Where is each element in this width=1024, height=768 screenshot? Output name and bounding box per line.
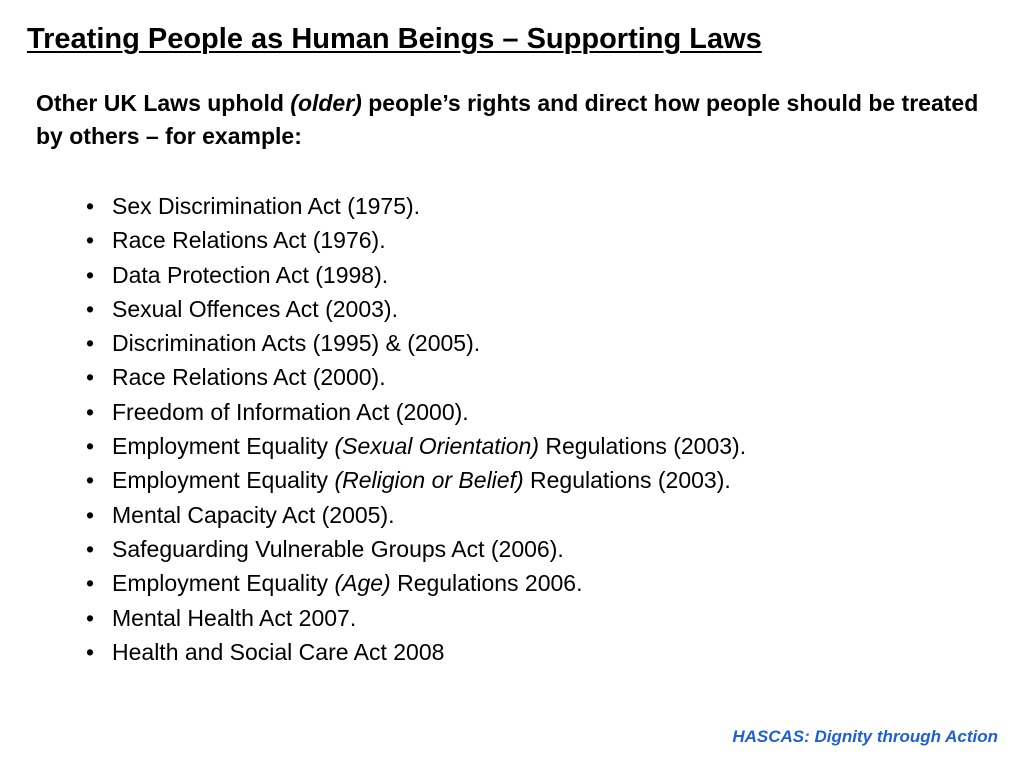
law-list-item (86, 601, 746, 635)
bullet-icon: • (86, 570, 95, 597)
law-list-item (86, 258, 746, 292)
law-text: Mental Health Act 2007. (112, 604, 357, 631)
law-text: Freedom of Information Act (2000). (112, 398, 469, 425)
law-list-item (86, 429, 746, 463)
law-text-suffix: Regulations (2003). (538, 433, 747, 460)
bullet-icon: • (86, 295, 95, 322)
bullet-icon: • (86, 501, 95, 528)
bullet-icon: • (86, 433, 95, 460)
laws-list (86, 189, 746, 669)
law-list-item (86, 189, 746, 223)
law-list-item (86, 326, 746, 360)
law-text: Health and Social Care Act 2008 (112, 638, 445, 665)
law-text: Employment Equality (112, 570, 335, 597)
bullet-icon: • (86, 638, 95, 665)
bullet-icon: • (86, 261, 95, 288)
law-text: Race Relations Act (1976). (112, 227, 386, 254)
law-text: Discrimination Acts (1995) & (2005). (112, 330, 481, 357)
footer-tagline: HASCAS: Dignity through Action (732, 727, 998, 746)
law-list-item (86, 223, 746, 257)
law-text: Safeguarding Vulnerable Groups Act (2006). (112, 535, 564, 562)
law-list-item (86, 498, 746, 532)
slide-title: Treating People as Human Beings – Supporting Laws (27, 23, 762, 55)
law-list-item (86, 395, 746, 429)
bullet-icon: • (86, 330, 95, 357)
bullet-icon: • (86, 467, 95, 494)
bullet-icon: • (86, 535, 95, 562)
law-text: Sexual Offences Act (2003). (112, 295, 398, 322)
law-text-italic: (Sexual Orientation) (334, 433, 539, 460)
law-text: Sex Discrimination Act (1975). (112, 193, 421, 219)
bullet-icon: • (86, 364, 95, 391)
law-list-item (86, 463, 746, 497)
law-text: Data Protection Act (1998). (112, 261, 389, 288)
intro-text-end: people’s rights and direct how people should be treated by others – for example: (36, 90, 979, 149)
law-text: Mental Capacity Act (2005). (112, 501, 395, 528)
law-text: Race Relations Act (2000). (112, 364, 386, 391)
law-list-item (86, 292, 746, 326)
law-list-item (86, 360, 746, 394)
intro-text-start: Other UK Laws uphold (36, 90, 291, 116)
bullet-icon: • (86, 227, 95, 254)
intro-text-italic: (older) (290, 90, 362, 116)
bullet-icon: • (86, 604, 95, 631)
law-list-item (86, 635, 746, 669)
bullet-icon: • (86, 398, 95, 425)
law-text-suffix: Regulations 2006. (390, 570, 583, 597)
law-text-italic: (Religion or Belief) (334, 467, 524, 494)
law-list-item (86, 566, 746, 600)
intro-paragraph (36, 87, 986, 153)
law-list-item (86, 532, 746, 566)
law-text-suffix: Regulations (2003). (523, 467, 731, 494)
law-text: Employment Equality (112, 433, 335, 460)
law-text: Employment Equality (112, 467, 335, 494)
law-text-italic: (Age) (334, 570, 391, 597)
bullet-icon: • (86, 193, 95, 219)
